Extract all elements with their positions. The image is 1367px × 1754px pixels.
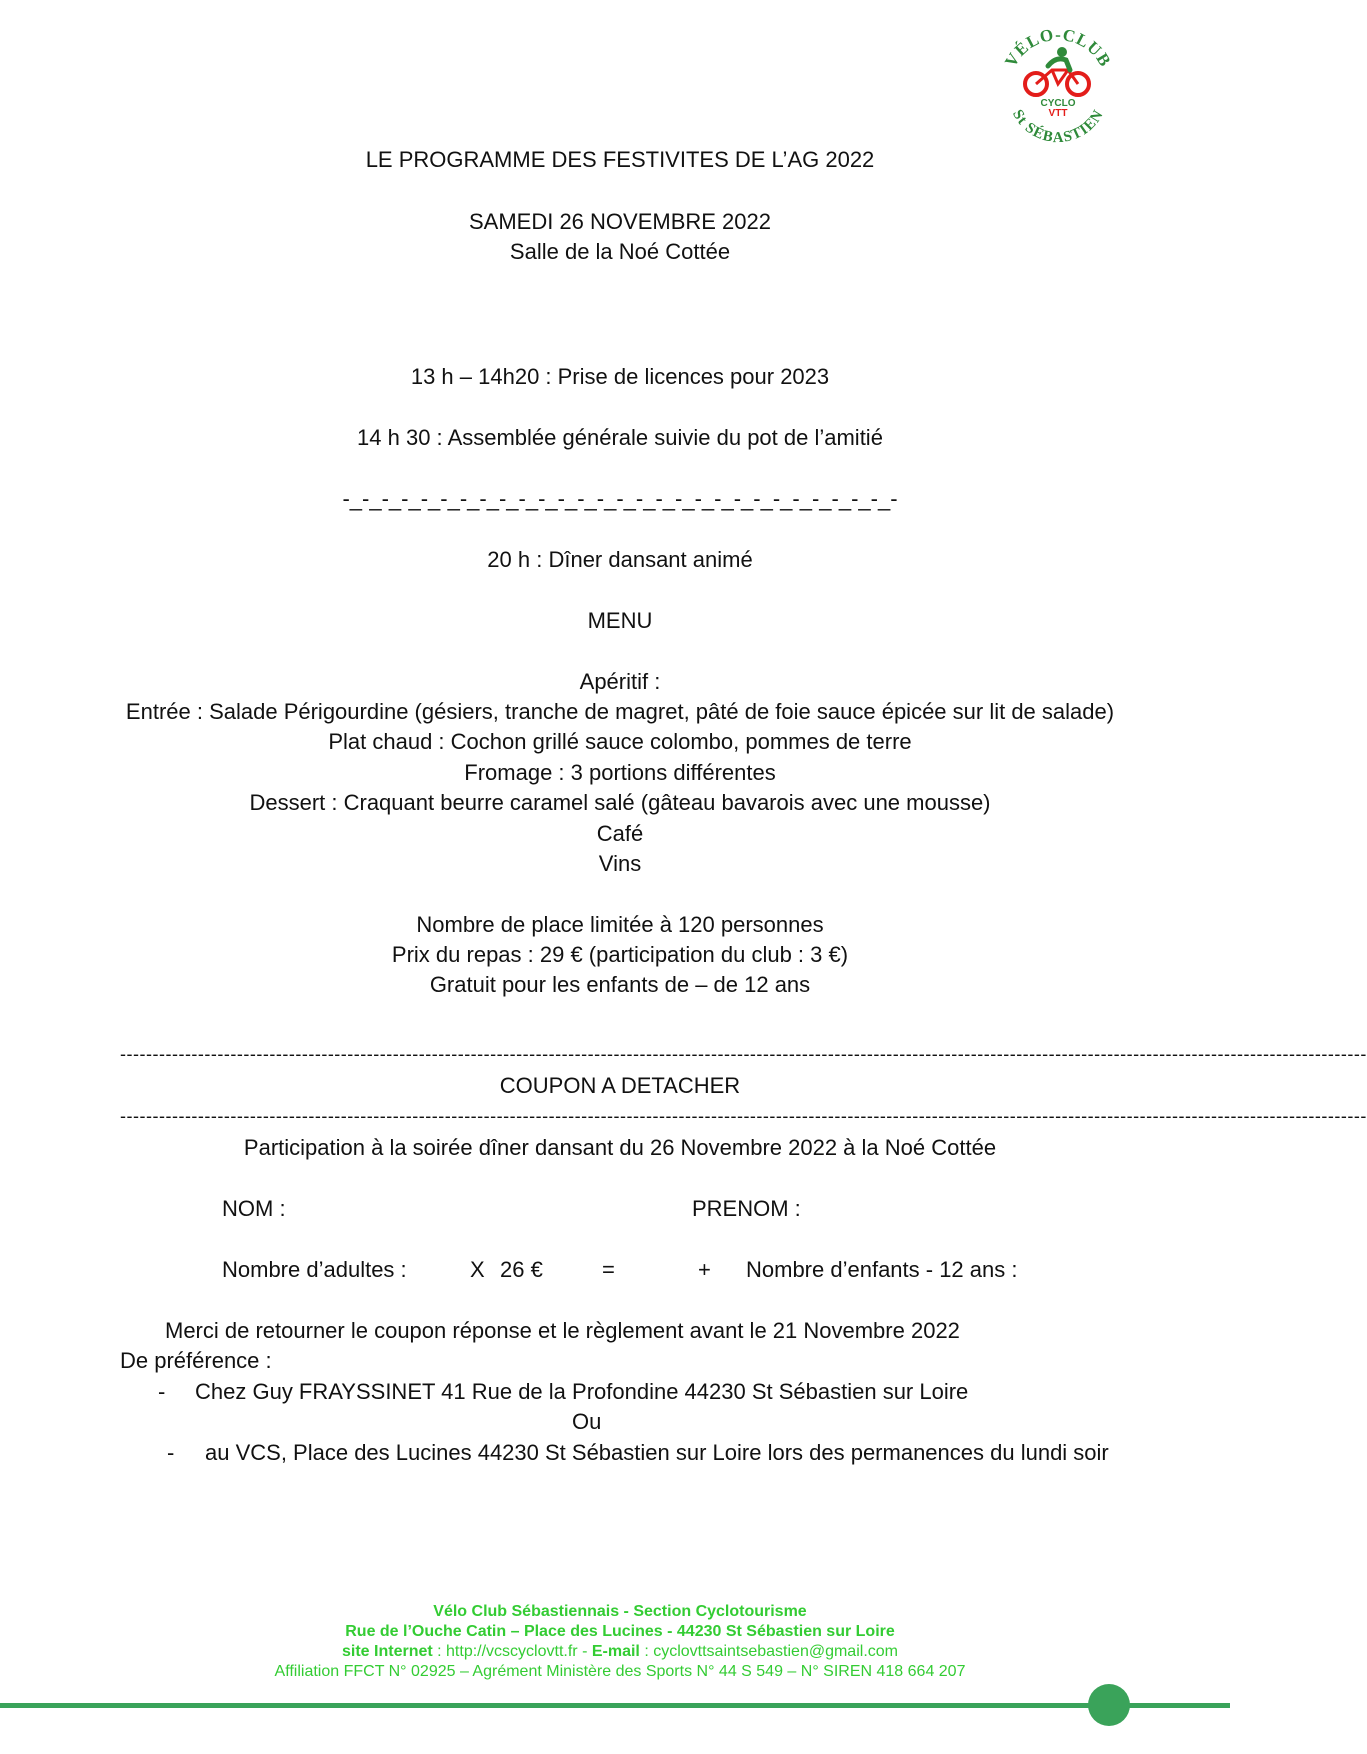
footer-affiliation: Affiliation FFCT N° 02925 – Agrément Ministère des Sports N° 44 S 549 – N° SIREN 418 664 207 xyxy=(274,1663,966,1680)
coupon-cut-line-bottom: ------------------------------------------------------------------------------------------------------------------------------------------------------------------------------------------------ xyxy=(120,1106,1367,1126)
return-option-2: au VCS, Place des Lucines 44230 St Sébastien sur Loire lors des permanences du lundi soir xyxy=(205,1440,1109,1465)
footer-divider xyxy=(0,1703,1230,1708)
schedule-separator: -_-_-_-_-_-_-_-_-_-_-_-_-_-_-_-_-_-_-_-_-_-_-_-_-_-_-_-_- xyxy=(342,486,898,511)
schedule-assembly: 14 h 30 : Assemblée générale suivie du pot de l’amitié xyxy=(357,425,883,450)
price-note: Prix du repas : 29 € (participation du club : 3 €) xyxy=(391,942,849,967)
footer-site-url[interactable]: : http://vcscyclovtt.fr - xyxy=(437,1643,588,1660)
return-note: Merci de retourner le coupon réponse et le règlement avant le 21 Novembre 2022 xyxy=(165,1318,960,1343)
adult-unit-price: 26 € xyxy=(500,1257,543,1282)
equals-sign: = xyxy=(602,1257,615,1282)
event-venue: Salle de la Noé Cottée xyxy=(509,239,731,264)
plus-sign: + xyxy=(698,1257,711,1282)
coupon-cut-line-top: ------------------------------------------------------------------------------------------------------------------------------------------------------------------------------------------------ xyxy=(120,1044,1367,1064)
footer-site-label: site Internet xyxy=(342,1643,433,1660)
or-label: Ou xyxy=(572,1409,602,1434)
menu-title: MENU xyxy=(587,608,653,633)
schedule-dinner: 20 h : Dîner dansant animé xyxy=(487,547,753,572)
footer-club: Vélo Club Sébastiennais - Section Cyclotourisme xyxy=(433,1603,807,1620)
footer-email-label: E-mail xyxy=(591,1643,640,1660)
logo-vtt: VTT xyxy=(1048,108,1068,119)
footer-address: Rue de l’Ouche Catin – Place des Lucines - 44230 St Sébastien sur Loire xyxy=(345,1623,895,1640)
preference-label: De préférence : xyxy=(120,1348,272,1373)
club-logo xyxy=(996,22,1120,146)
prenom-field-label: PRENOM : xyxy=(692,1196,801,1221)
kids-field-label: Nombre d’enfants - 12 ans : xyxy=(746,1257,1018,1282)
event-date: SAMEDI 26 NOVEMBRE 2022 xyxy=(468,209,771,234)
logo-arc-top: VÉLO-CLUB xyxy=(1001,24,1115,71)
return-option-1: Chez Guy FRAYSSINET 41 Rue de la Profondine 44230 St Sébastien sur Loire xyxy=(195,1379,969,1404)
menu-item: Dessert : Craquant beurre caramel salé (gâteau bavarois avec une mousse) xyxy=(249,790,991,815)
menu-item: Café xyxy=(596,821,644,846)
logo-arc-bottom: St SÉBASTIEN xyxy=(1009,106,1108,146)
menu-item: Apéritif : xyxy=(579,669,661,694)
footer-contact xyxy=(0,1642,1240,1662)
coupon-participation: Participation à la soirée dîner dansant du 26 Novembre 2022 à la Noé Cottée xyxy=(243,1135,997,1160)
menu-item: Vins xyxy=(598,851,642,876)
footer-dot-ornament xyxy=(1088,1684,1130,1726)
schedule-licences: 13 h – 14h20 : Prise de licences pour 2023 xyxy=(410,364,830,389)
document-title: LE PROGRAMME DES FESTIVITES DE L’AG 2022 xyxy=(365,147,875,172)
logo-cyclo: CYCLO xyxy=(1040,98,1076,109)
children-note: Gratuit pour les enfants de – de 12 ans xyxy=(429,972,811,997)
bicycle-icon xyxy=(1025,47,1089,95)
menu-item: Fromage : 3 portions différentes xyxy=(464,760,776,785)
multiply-sign: X xyxy=(470,1257,485,1282)
menu-item: Entrée : Salade Périgourdine (gésiers, tranche de magret, pâté de foie sauce épicée sur lit de salade) xyxy=(125,699,1115,724)
bullet-dash: - xyxy=(158,1379,166,1404)
nom-field-label: NOM : xyxy=(222,1196,286,1221)
coupon-title: COUPON A DETACHER xyxy=(499,1073,741,1098)
svg-text:VÉLO-CLUB xyxy=(1001,25,1115,70)
menu-item: Plat chaud : Cochon grillé sauce colombo, pommes de terre xyxy=(328,729,912,754)
bullet-dash: - xyxy=(167,1440,175,1465)
capacity-note: Nombre de place limitée à 120 personnes xyxy=(416,912,824,937)
adults-field-label: Nombre d’adultes : xyxy=(222,1257,407,1282)
footer-email[interactable]: : cyclovttsaintsebastien@gmail.com xyxy=(644,1643,898,1660)
